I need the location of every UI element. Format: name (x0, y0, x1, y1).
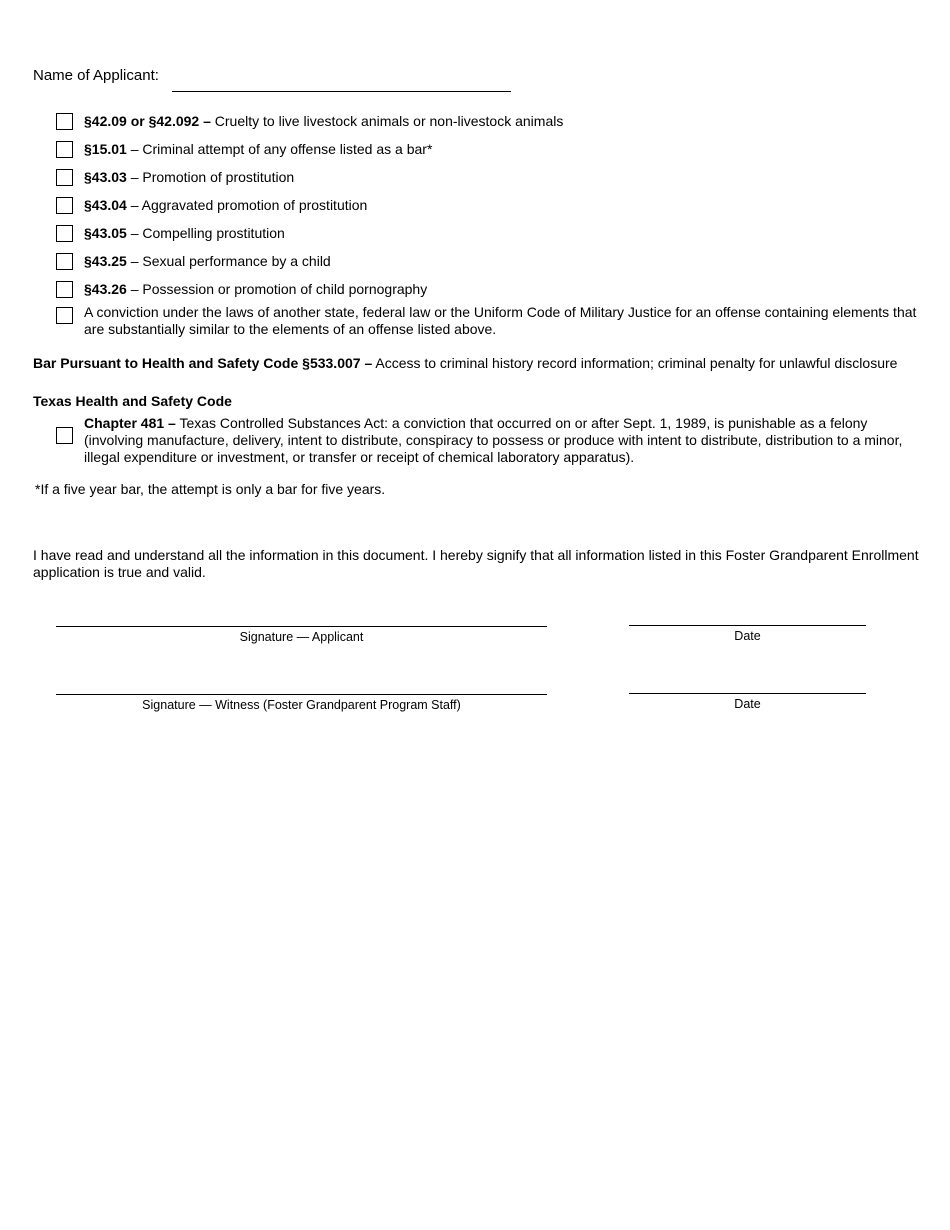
applicant-signature-line[interactable] (56, 626, 547, 627)
chapter-481-text: Chapter 481 – Texas Controlled Substances Act: a conviction that occurred on or after Sept. 1, 1989, is punishable as a felony (involving manufacture, delivery, intent to distribute, conspiracy to possess or produce with intent to distribute, distribution to a minor, illegal expenditure or investment, or transfer or receipt of chemical laboratory apparatus). (84, 415, 903, 465)
chapter-481-checkbox[interactable] (56, 427, 73, 444)
offense-item: §15.01 – Criminal attempt of any offense listed as a bar* (56, 141, 926, 161)
offense-item: §42.09 or §42.092 – Cruelty to live livestock animals or non-livestock animals (56, 113, 926, 133)
offense-item: §43.26 – Possession or promotion of child pornography (56, 281, 926, 301)
offense-checkbox[interactable] (56, 141, 73, 158)
witness-date-label: Date (734, 697, 761, 711)
offense-item: §43.25 – Sexual performance by a child (56, 253, 926, 273)
witness-signature-label: Signature — Witness (Foster Grandparent Program Staff) (142, 698, 461, 712)
offense-item: §43.05 – Compelling prostitution (56, 225, 926, 245)
other-conviction-checkbox[interactable] (56, 307, 73, 324)
offense-item: §43.04 – Aggravated promotion of prostitution (56, 197, 926, 217)
witness-signature-line[interactable] (56, 694, 547, 695)
applicant-date-line[interactable] (629, 625, 866, 626)
bar-pursuant-section: Bar Pursuant to Health and Safety Code §533.007 – Access to criminal history record information; criminal penalty for unlawful disclosure (33, 355, 898, 371)
chapter-481-item (56, 415, 926, 467)
witness-date-line[interactable] (629, 693, 866, 694)
offense-checkbox[interactable] (56, 197, 73, 214)
offense-checkbox[interactable] (56, 169, 73, 186)
offense-checkbox[interactable] (56, 225, 73, 242)
applicant-name-field[interactable] (172, 91, 511, 92)
other-conviction-item (56, 304, 926, 340)
hsc-heading: Texas Health and Safety Code (33, 393, 232, 409)
offense-checkbox[interactable] (56, 113, 73, 130)
offense-checkbox[interactable] (56, 253, 73, 270)
offense-checkbox[interactable] (56, 281, 73, 298)
declaration: I have read and understand all the information in this document. I hereby signify that all information listed in this Foster Grandparent Enrollment application is true and valid. (33, 547, 919, 580)
applicant-signature-label: Signature — Applicant (239, 630, 364, 644)
applicant-name-label: Name of Applicant: (33, 67, 159, 84)
offense-item: §43.03 – Promotion of prostitution (56, 169, 926, 189)
other-conviction-text: A conviction under the laws of another state, federal law or the Uniform Code of Military Justice for an offense containing elements that are substantially similar to the elements of an offense listed above. (84, 304, 917, 337)
footnote: *If a five year bar, the attempt is only a bar for five years. (35, 481, 386, 497)
applicant-date-label: Date (734, 629, 761, 643)
